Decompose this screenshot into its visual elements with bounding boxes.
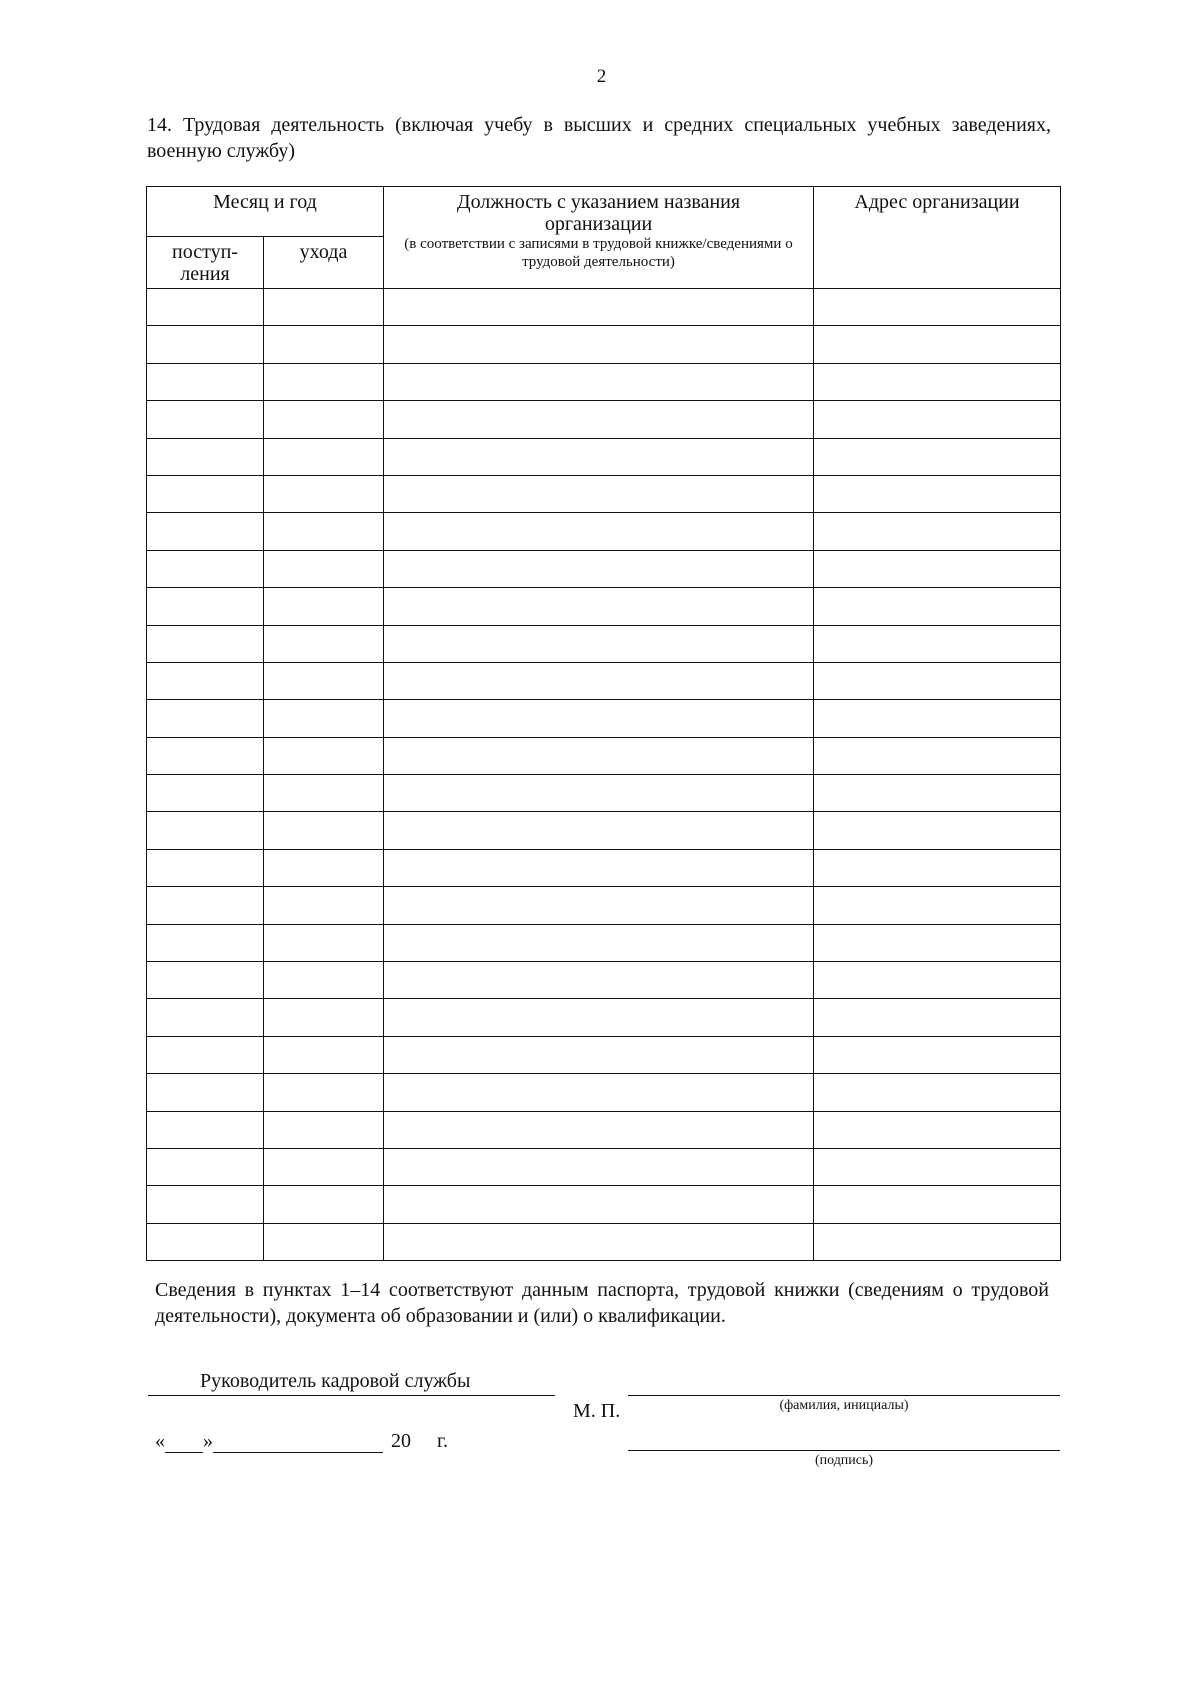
work-history-table [146, 186, 1061, 1261]
header-address-label: Адрес организации [854, 191, 1020, 213]
table-row [147, 289, 1061, 326]
cell-address[interactable] [814, 326, 1061, 363]
cell-position[interactable] [384, 438, 814, 475]
cell-position[interactable] [384, 475, 814, 512]
date-open-quote: « [155, 1430, 165, 1452]
cell-address[interactable] [814, 1074, 1061, 1111]
cell-address[interactable] [814, 513, 1061, 550]
name-field-line[interactable] [628, 1395, 1060, 1396]
cell-end-date[interactable] [264, 363, 384, 400]
cell-address[interactable] [814, 924, 1061, 961]
cell-end-date[interactable] [264, 588, 384, 625]
cell-end-date[interactable] [264, 1074, 384, 1111]
cell-end-date[interactable] [264, 550, 384, 587]
table-row [147, 1074, 1061, 1111]
table-row [147, 438, 1061, 475]
cell-address[interactable] [814, 700, 1061, 737]
cell-start-date[interactable] [147, 1074, 264, 1111]
header-month-year-label: Месяц и год [213, 191, 317, 213]
header-start [147, 237, 264, 289]
cell-end-date[interactable] [264, 737, 384, 774]
table-row [147, 401, 1061, 438]
cell-address[interactable] [814, 289, 1061, 326]
cell-position[interactable] [384, 401, 814, 438]
table-row [147, 924, 1061, 961]
table-row [147, 999, 1061, 1036]
cell-position[interactable] [384, 1223, 814, 1260]
header-position-label: Должность с указанием названия организации [456, 191, 741, 235]
cell-end-date[interactable] [264, 1111, 384, 1148]
cell-start-date[interactable] [147, 513, 264, 550]
table-row [147, 513, 1061, 550]
cell-address[interactable] [814, 401, 1061, 438]
cell-position[interactable] [384, 775, 814, 812]
cell-start-date[interactable] [147, 700, 264, 737]
section-heading: 14. Трудовая деятельность (включая учебу в высших и средних специальных учебных заведениях, военную службу) [147, 114, 1051, 162]
cell-start-date[interactable] [147, 588, 264, 625]
cell-position[interactable] [384, 887, 814, 924]
cell-address[interactable] [814, 588, 1061, 625]
header-end-label: ухода [299, 241, 348, 263]
cell-position[interactable] [384, 812, 814, 849]
cell-address[interactable] [814, 775, 1061, 812]
cell-address[interactable] [814, 363, 1061, 400]
cell-end-date[interactable] [264, 1186, 384, 1223]
table-row [147, 475, 1061, 512]
cell-address[interactable] [814, 887, 1061, 924]
cell-start-date[interactable] [147, 289, 264, 326]
cell-start-date[interactable] [147, 438, 264, 475]
table-row [147, 1111, 1061, 1148]
cell-end-date[interactable] [264, 625, 384, 662]
header-address [814, 187, 1061, 289]
cell-end-date[interactable] [264, 924, 384, 961]
name-caption: (фамилия, инициалы) [779, 1398, 909, 1413]
cell-address[interactable] [814, 550, 1061, 587]
stamp-label: М. П. [573, 1400, 621, 1422]
cell-position[interactable] [384, 737, 814, 774]
table-row [147, 550, 1061, 587]
cell-start-date[interactable] [147, 662, 264, 699]
header-start-label: поступ- ления [172, 241, 238, 285]
cell-position[interactable] [384, 588, 814, 625]
cell-address[interactable] [814, 1223, 1061, 1260]
date-year-prefix: 20 [391, 1430, 411, 1452]
table-row [147, 1036, 1061, 1073]
header-month-year [147, 187, 384, 237]
table-row [147, 588, 1061, 625]
cell-start-date[interactable] [147, 1036, 264, 1073]
table-row [147, 775, 1061, 812]
cell-end-date[interactable] [264, 999, 384, 1036]
cell-end-date[interactable] [264, 475, 384, 512]
cell-end-date[interactable] [264, 401, 384, 438]
cell-position[interactable] [384, 1186, 814, 1223]
table-row [147, 700, 1061, 737]
table-row [147, 812, 1061, 849]
cell-start-date[interactable] [147, 326, 264, 363]
cell-start-date[interactable] [147, 363, 264, 400]
cell-position[interactable] [384, 700, 814, 737]
cell-position[interactable] [384, 550, 814, 587]
cell-position[interactable] [384, 513, 814, 550]
cell-start-date[interactable] [147, 550, 264, 587]
cell-address[interactable] [814, 1148, 1061, 1185]
cell-start-date[interactable] [147, 924, 264, 961]
cell-address[interactable] [814, 999, 1061, 1036]
cell-start-date[interactable] [147, 625, 264, 662]
table-row [147, 662, 1061, 699]
cell-end-date[interactable] [264, 1036, 384, 1073]
cell-position[interactable] [384, 999, 814, 1036]
cell-start-date[interactable] [147, 812, 264, 849]
hr-head-label: Руководитель кадровой службы [200, 1370, 471, 1392]
cell-address[interactable] [814, 1186, 1061, 1223]
cell-end-date[interactable] [264, 812, 384, 849]
date-field [155, 1430, 448, 1453]
cell-start-date[interactable] [147, 475, 264, 512]
cell-position[interactable] [384, 363, 814, 400]
cell-end-date[interactable] [264, 1148, 384, 1185]
cell-end-date[interactable] [264, 775, 384, 812]
hr-head-underline [148, 1395, 555, 1396]
header-end [264, 237, 384, 289]
cell-address[interactable] [814, 962, 1061, 999]
cell-position[interactable] [384, 1074, 814, 1111]
signature-caption: (подпись) [814, 1453, 874, 1468]
cell-end-date[interactable] [264, 513, 384, 550]
table-row [147, 1148, 1061, 1185]
cell-position[interactable] [384, 849, 814, 886]
date-close-quote: » [203, 1430, 213, 1452]
cell-address[interactable] [814, 812, 1061, 849]
work-history-rows [147, 289, 1061, 1261]
cell-position[interactable] [384, 924, 814, 961]
cell-start-date[interactable] [147, 1148, 264, 1185]
cell-start-date[interactable] [147, 775, 264, 812]
date-year-suffix: г. [437, 1430, 448, 1452]
cell-start-date[interactable] [147, 849, 264, 886]
cell-start-date[interactable] [147, 887, 264, 924]
cell-position[interactable] [384, 1111, 814, 1148]
cell-start-date[interactable] [147, 737, 264, 774]
cell-position[interactable] [384, 289, 814, 326]
header-position-note: (в соответствии с записями в трудовой книжке/сведениями о трудовой деятельности) [404, 236, 793, 270]
cell-start-date[interactable] [147, 1111, 264, 1148]
table-row [147, 887, 1061, 924]
cell-position[interactable] [384, 326, 814, 363]
cell-end-date[interactable] [264, 438, 384, 475]
cell-start-date[interactable] [147, 999, 264, 1036]
cell-position[interactable] [384, 625, 814, 662]
cell-position[interactable] [384, 1148, 814, 1185]
cell-address[interactable] [814, 662, 1061, 699]
cell-end-date[interactable] [264, 887, 384, 924]
table-row [147, 625, 1061, 662]
cell-start-date[interactable] [147, 962, 264, 999]
cell-end-date[interactable] [264, 289, 384, 326]
cell-end-date[interactable] [264, 962, 384, 999]
header-position [384, 187, 814, 289]
confirmation-text: Сведения в пунктах 1–14 соответствуют данным паспорта, трудовой книжки (сведениям о трудовой деятельности), документа об образовании и (или) о квалификации. [155, 1279, 1049, 1327]
cell-end-date[interactable] [264, 662, 384, 699]
cell-address[interactable] [814, 438, 1061, 475]
cell-end-date[interactable] [264, 326, 384, 363]
cell-start-date[interactable] [147, 1223, 264, 1260]
date-month-field[interactable] [213, 1432, 383, 1453]
table-row [147, 363, 1061, 400]
cell-address[interactable] [814, 475, 1061, 512]
page-number: 2 [596, 66, 607, 87]
table-row [147, 326, 1061, 363]
cell-end-date[interactable] [264, 849, 384, 886]
table-row [147, 737, 1061, 774]
signature-field-line[interactable] [628, 1450, 1060, 1451]
cell-position[interactable] [384, 1036, 814, 1073]
cell-end-date[interactable] [264, 1223, 384, 1260]
table-row [147, 849, 1061, 886]
cell-start-date[interactable] [147, 1186, 264, 1223]
date-day-field[interactable] [165, 1432, 203, 1453]
cell-address[interactable] [814, 625, 1061, 662]
cell-end-date[interactable] [264, 700, 384, 737]
cell-address[interactable] [814, 849, 1061, 886]
cell-address[interactable] [814, 1111, 1061, 1148]
table-row [147, 1186, 1061, 1223]
cell-position[interactable] [384, 662, 814, 699]
table-row [147, 962, 1061, 999]
cell-address[interactable] [814, 1036, 1061, 1073]
cell-address[interactable] [814, 737, 1061, 774]
cell-position[interactable] [384, 962, 814, 999]
table-row [147, 1223, 1061, 1260]
cell-start-date[interactable] [147, 401, 264, 438]
